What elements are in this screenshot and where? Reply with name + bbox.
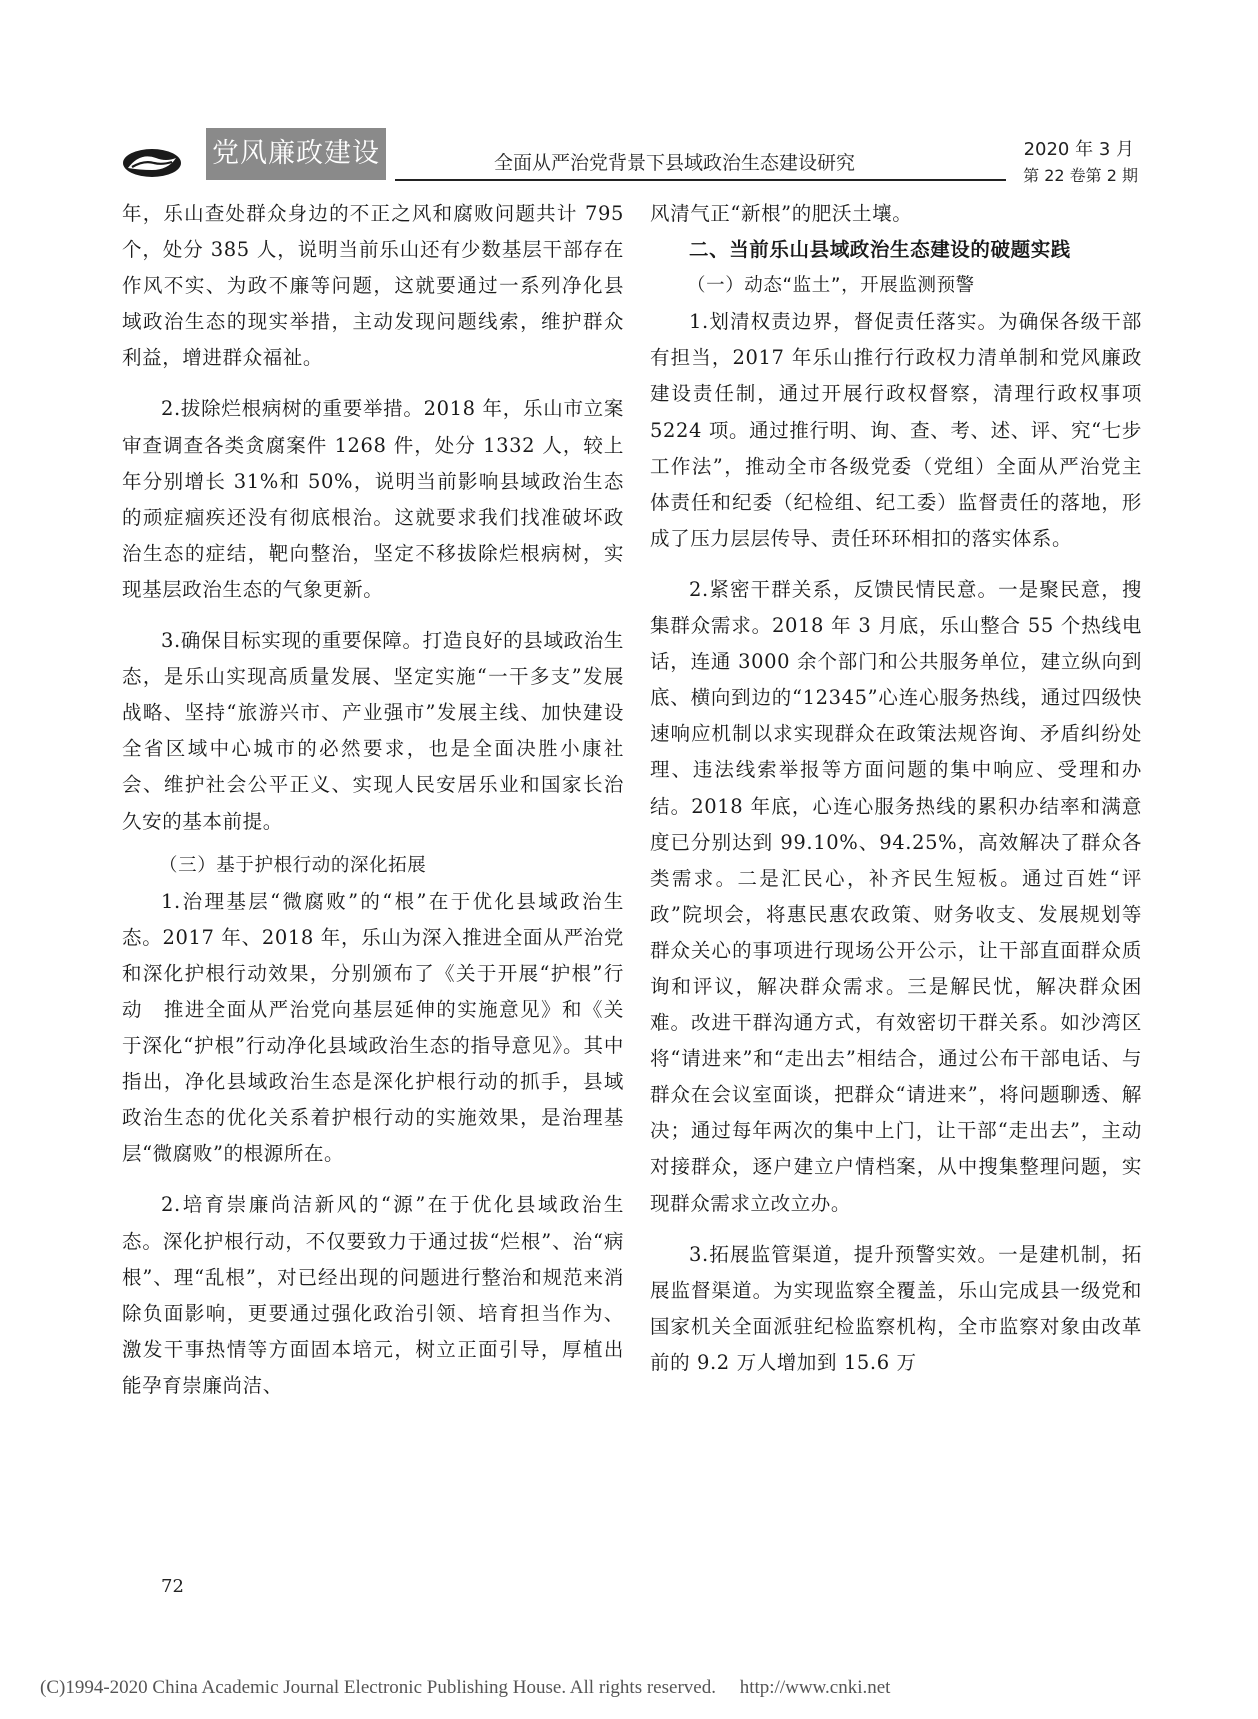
paragraph: 3.拓展监管渠道，提升预警实效。一是建机制，拓展监督渠道。为实现监察全覆盖，乐山完成县一级党和国家机关全面派驻纪检监察机构，全市监察对象由改革前的 9.2 万人增加到 15.6 万 [650,1242,1142,1374]
journal-name: 党风廉政建设 [206,128,386,180]
page-number: 72 [161,1576,184,1597]
paragraph: 2.拔除烂根病树的重要举措。2018 年，乐山市立案审查调查各类贪腐案件 1268 件，处分 1332 人，较上年分别增长 31%和 50%，说明当前影响县域政治生态的顽症痼疾还没有彻底根治。这就要求我们找准破坏政治生态的症结，靶向整治，坚定不移拔除烂根病树，实现基层政治生态的气象更新。 [122,397,624,601]
issue-volume: 第 22 卷第 2 期 [1023,166,1138,185]
journal-logo-icon [122,148,182,178]
page-header [0,0,1258,200]
subsection-heading: （三）基于护根行动的深化拓展 [159,854,427,876]
running-title: 全面从严治党背景下县域政治生态建设研究 [494,152,856,174]
header-rule [395,179,1006,181]
subsection-heading: （一）动态“监土”，开展监测预警 [687,275,975,297]
left-column [122,196,624,1404]
paragraph: 3.确保目标实现的重要保障。打造良好的县域政治生态，是乐山实现高质量发展、坚定实施“一干多支”发展战略、坚持“旅游兴市、产业强市”发展主线、加快建设全省区域中心城市的必然要求，也是全面决胜小康社会、维护社会公平正义、实现人民安居乐业和国家长治久安的基本前提。 [122,629,624,833]
paragraph: 风清气正“新根”的肥沃土壤。 [650,202,913,225]
paragraph: 1.治理基层“微腐败”的“根”在于优化县域政治生态。2017 年、2018 年，乐山为深入推进全面从严治党和深化护根行动效果，分别颁布了《关于开展“护根”行动 推进全面从严治党向基层延伸的实施意见》和《关于深化“护根”行动净化县域政治生态的指导意见》。其中指出，净化县域政治生态是深化护根行动的抓手，县域政治生态的优化关系着护根行动的实施效果，是治理基层“微腐败”的根源所在。 [122,889,624,1166]
paragraph: 2.紧密干群关系，反馈民情民意。一是聚民意，搜集群众需求。2018 年 3 月底，乐山整合 55 个热线电话，连通 3000 余个部门和公共服务单位，建立纵向到底、横向到边的“12345”心连心服务热线，通过四级快速响应机制以求实现群众在政策法规咨询、矛盾纠纷处理、违法线索举报等方面问题的集中响应、受理和办结。2018 年底，心连心服务热线的累积办结率和满意度已分别达到 99.10%、94.25%，高效解决了群众各类需求。二是汇民心，补齐民生短板。通过百姓“评政”院坝会，将惠民惠农政策、财务收支、发展规划等群众关心的事项进行现场公开公示，让干部直面群众质询和评议，解决群众需求。三是解民忧，解决群众困难。改进干群沟通方式，有效密切干群关系。如沙湾区将“请进来”和“走出去”相结合，通过公布干部电话、与群众在会议室面谈，把群众“请进来”，将问题聊透、解决；通过每年两次的集中上门，让干部“走出去”，主动对接群众，逐户建立户情档案，从中搜集整理问题，实现群众需求立改立办。 [650,577,1142,1215]
paragraph: 年，乐山查处群众身边的不正之风和腐败问题共计 795 个，处分 385 人，说明当前乐山还有少数基层干部存在作风不实、为政不廉等问题，这就要通过一系列净化县域政治生态的现实举措，主动发现问题线索，维护群众利益，增进群众福祉。 [122,202,624,370]
paragraph: 1.划清权责边界，督促责任落实。为确保各级干部有担当，2017 年乐山推行行政权力清单制和党风廉政建设责任制，通过开展行政权督察，清理行政权事项 5224 项。通过推行明、询、查、考、述、评、究“七步工作法”，推动全市各级党委（党组）全面从严治党主体责任和纪委（纪检组、纪工委）监督责任的落地，形成了压力层层传导、责任环环相扣的落实体系。 [650,310,1142,550]
section-heading: 二、当前乐山县域政治生态建设的破题实践 [689,238,1071,262]
copyright-notice: (C)1994-2020 China Academic Journal Electronic Publishing House. All rights reserved. http://www.cnki.net [40,1677,891,1698]
paragraph: 2.培育崇廉尚洁新风的“源”在于优化县域政治生态。深化护根行动，不仅要致力于通过拔“烂根”、治“病根”、理“乱根”，对已经出现的问题进行整治和规范来消除负面影响，更要通过强化政治引领、培育担当作为、激发干事热情等方面固本培元，树立正面引导，厚植出能孕育崇廉尚洁、 [122,1193,624,1397]
right-column [650,196,1142,1381]
issue-date: 2020 年 3 月 [1023,139,1134,160]
